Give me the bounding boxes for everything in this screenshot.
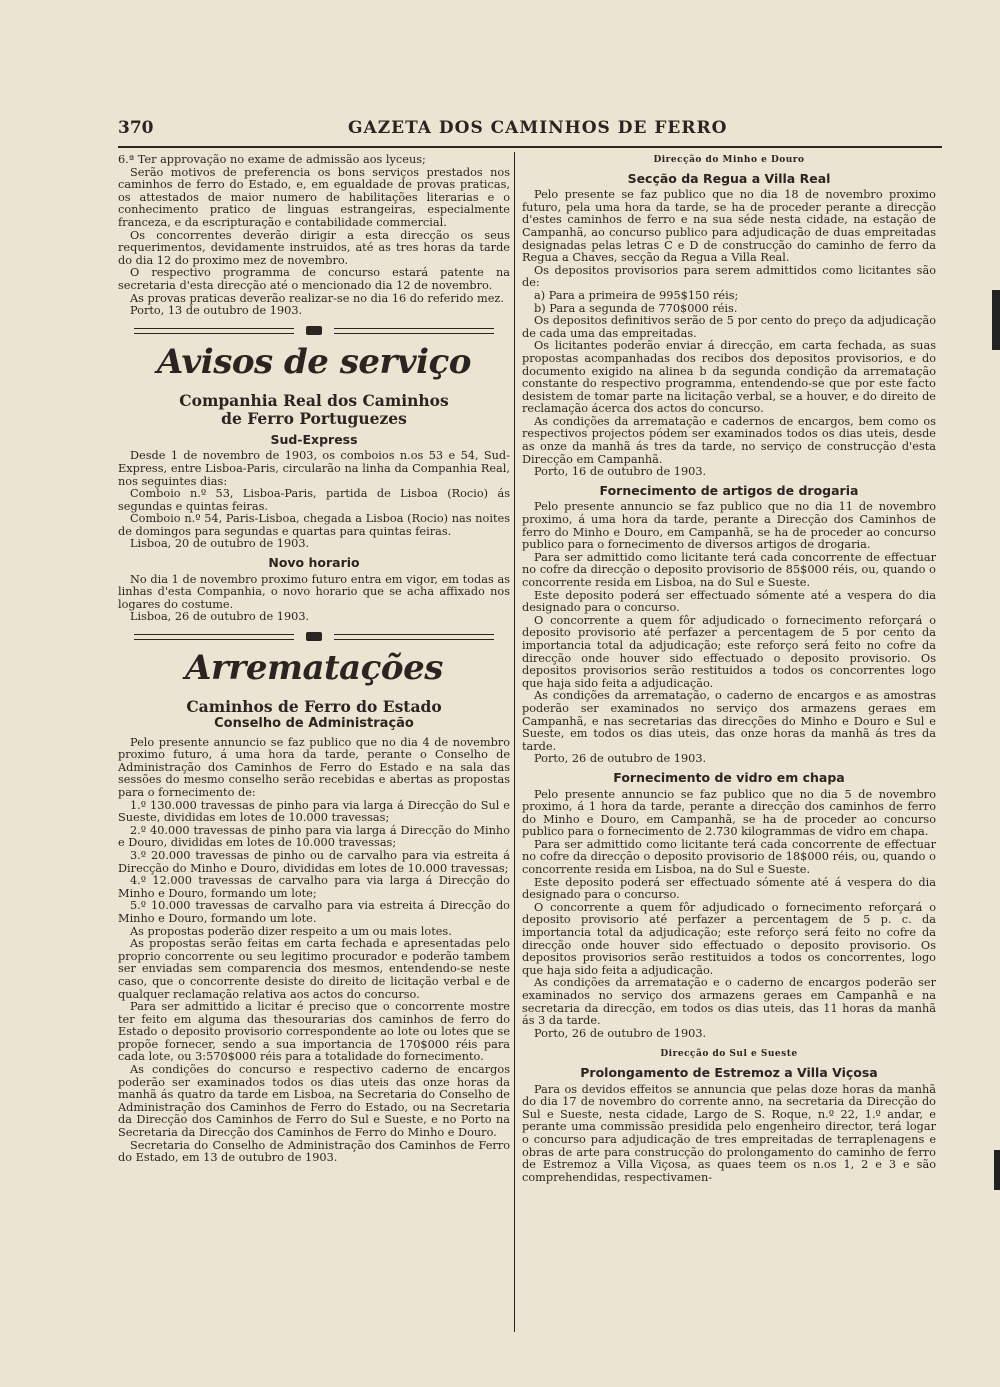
paragraph: Para ser admittido como licitante terá cada concorrente de effectuar no cofre da direcção o deposito provisorio de 18$000 réis, ou, quando o concorrente resida em Lisboa, na do Sul e Sueste.: [522, 837, 936, 877]
paragraph: Para os devidos effeitos se annuncia que pelas doze horas da manhã do dia 17 de novembro do corrente anno, na secretaria da Direcção do Sul e Sueste, nesta cidade, Largo de S. Roque, n.º 22, 1.º andar, e perante uma commissão presidida pelo engenheiro director, terá logar o concurso para adjudicação de tres empreitadas de terraplenagens e obras de arte para construcção do prolongamento do caminho de ferro de Estremoz a Villa Viçosa, as quaes teem os n.os 1, 2 e 3 e são comprehendidas, respectivamen-: [522, 1082, 936, 1184]
column-divider: [514, 152, 515, 1332]
paragraph: Para ser admittido como licitante terá cada concorrente de effectuar no cofre da direcção o deposito provisorio de 85$000 réis, ou, quando o concorrente resida em Lisboa, na do Sul e Sueste.: [522, 550, 936, 589]
list-item: 2.º 40.000 travessas de pinho para via larga á Direcção do Minho e Douro, divididas em lotes de 10.000 travessas;: [118, 823, 510, 850]
list-item: a) Para a primeira de 995$150 réis;: [534, 288, 739, 302]
conselho-title: Conselho de Administração: [214, 716, 414, 732]
paragraph: O concorrente a quem fôr adjudicado o fornecimento reforçará o deposito provisorio até perfazer a percentagem de 5 p. c. da importancia total da adjudicação; este reforço será feito no cofre da direcção onde houver sido effectuado o deposito provisorio. Os depositos provisorios serão restituidos a todos os concorrentes, logo que haja sido feita a adjudicação.: [522, 900, 936, 977]
list-item: b) Para a segunda de 770$000 réis.: [534, 301, 738, 315]
estado-title: Caminhos de Ferro do Estado: [186, 697, 442, 717]
paragraph: No dia 1 de novembro proximo futuro entra em vigor, em todas as linhas d'esta Companhia, o novo horario que se acha affixado nos logares do costume.: [118, 572, 510, 611]
signature-line: Porto, 26 de outubro de 1903.: [534, 1026, 707, 1040]
paragraph: As propostas serão feitas em carta fechada e apresentadas pelo proprio concorrente ou seu legitimo procurador e poderão tambem ser enviadas sem comparencia dos mesmos, entendendo-se neste caso, que o concorrente desiste do direito de licitação verbal e de qualquer reclamação relativa aos actos do concurso.: [118, 937, 510, 1001]
list-item: 5.º 10.000 travessas de carvalho para via estreita á Direcção do Minho e Douro, formando um lote.: [118, 899, 510, 925]
signature-line: Lisboa, 20 de outubro de 1903.: [130, 537, 310, 551]
paragraph: As propostas poderão dizer respeito a um ou mais lotes.: [130, 924, 452, 938]
paragraph: As condições do concurso e respectivo caderno de encargos poderão ser examinados todos os dias uteis das onze horas da manhã ás quatro da tarde em Lisboa, na Secretaria do Conselho de Administração dos Caminhos de Ferro do Estado, ou na Secretaria da Direcção dos Caminhos de Ferro do Sul e Sueste, e no Porto na Secretaria da Direcção dos Caminhos de Ferro do Minho e Douro.: [118, 1063, 510, 1140]
right-column: [522, 154, 936, 1184]
paragraph: Os depositos provisorios para serem admittidos como licitantes são de:: [522, 263, 936, 290]
paragraph: As condições da arrematação, o caderno de encargos e as amostras poderão ser examinados no serviço dos armazens geraes em Campanhã, e nas secretarias das direcções do Minho e Douro e Sul e Sueste, em todos os dias uteis, das onze horas da manhã ás tres da tarde.: [522, 689, 936, 753]
minho-douro-header: Direcção do Minho e Douro: [653, 155, 805, 165]
edge-mark: [992, 290, 1000, 350]
paragraph: O respectivo programma de concurso estará patente na secretaria d'esta direcção até o mencionado dia 12 de novembro.: [118, 266, 510, 292]
paragraph: Pelo presente se faz publico que no dia 18 de novembro proximo futuro, pela uma hora da tarde, se ha de proceder perante a direcção d'estes caminhos de ferro e na sua séde nesta cidade, na estação de Campanhã, ao concurso publico para adjudicação de duas empreitadas designadas pelas letras C e D de construcção do caminho de ferro da Regua a Chaves, secção da Regua a Villa Real.: [522, 188, 936, 265]
companhia-title-line-1: Companhia Real dos Caminhos: [179, 390, 449, 410]
paragraph: Pelo presente annuncio se faz publico que no dia 4 de novembro proximo futuro, á uma hora da tarde, perante o Conselho de Administração dos Caminhos de Ferro do Estado e na sala das sessões do mesmo conselho serão recebidas e abertas as propostas para o fornecimento de:: [118, 735, 510, 799]
avisos-heading: Avisos de serviço: [157, 341, 471, 382]
paragraph: Os depositos definitivos serão de 5 por cento do preço da adjudicação de cada uma das empreitadas.: [522, 314, 936, 340]
header-rule: [118, 146, 942, 148]
vidro-title: Fornecimento de vidro em chapa: [613, 769, 845, 785]
paragraph: Comboio n.º 54, Paris-Lisboa, chegada a Lisboa (Rocio) nas noites de domingos para segundas e quartas para quintas feiras.: [118, 512, 510, 538]
paragraph: As provas praticas deverão realizar-se no dia 16 do referido mez.: [130, 291, 504, 305]
page-header: [118, 116, 942, 142]
paragraph: Para ser admittido a licitar é preciso que o concorrente mostre ter feito em alguma das thesourarias dos caminhos de ferro do Estado o deposito provisorio correspondente ao lote ou lotes que se propõe fornecer, sendo a sua importancia de 170$000 réis para cada lote, ou 3:570$000 réis para a totalidade do fornecimento.: [118, 1000, 510, 1064]
edge-mark: [994, 1150, 1000, 1190]
sul-sueste-header: Direcção do Sul e Sueste: [660, 1049, 798, 1060]
drogaria-title: Fornecimento de artigos de drogaria: [599, 482, 859, 498]
left-column: [118, 154, 510, 1165]
paragraph: Comboio n.º 53, Lisboa-Paris, partida de Lisboa (Rocio) ás segundas e quintas feiras.: [118, 487, 510, 513]
signature-line: Porto, 16 de outubro de 1903.: [534, 465, 707, 479]
signature-line: Lisboa, 26 de outubro de 1903.: [130, 610, 310, 624]
companhia-title: [118, 392, 510, 428]
signature-line: Secretaria do Conselho de Administração dos Caminhos de Ferro do Estado, em 13 de outubro de 1903.: [118, 1138, 510, 1165]
paragraph: Desde 1 de novembro de 1903, os comboios n.os 53 e 54, Sud-Express, entre Lisboa-Paris, circularão na linha da Companhia Real, nos seguintes dias:: [118, 449, 510, 488]
paragraph: Serão motivos de preferencia os bons serviços prestados nos caminhos de ferro do Estado, e, em egualdade de provas praticas, os attestados de maior numero de habilitações literarias e o conhecimento pratico de linguas estrangeiras, especialmente franceza, e da escripturação e contabilidade commercial.: [118, 165, 510, 229]
novo-horario-title: Novo horario: [268, 555, 360, 571]
list-item: 3.º 20.000 travessas de pinho ou de carvalho para via estreita á Direcção do Minho e Douro, divididas em lotes de 10.000 travessas;: [118, 848, 510, 875]
sud-express-title: Sud-Express: [270, 431, 358, 447]
regua-title: Secção da Regua a Villa Real: [627, 170, 831, 186]
paragraph: Este deposito poderá ser effectuado sómente até a vespera do dia designado para o concurso.: [522, 588, 936, 615]
signature-line: Porto, 26 de outubro de 1903.: [534, 752, 707, 766]
paragraph: As condições da arrematação e cadernos de encargos, bem como os respectivos projectos pódem ser examinados todos os dias uteis, desde as onze da manhã ás tres da tarde, no serviço de construcção d'esta Direcção em Campanhã.: [522, 414, 936, 466]
paragraph: 6.ª Ter approvação no exame de admissão aos lyceus;: [118, 153, 426, 166]
page-number: 370: [118, 118, 154, 138]
estremoz-title: Prolongamento de Estremoz a Villa Viçosa: [580, 1064, 878, 1080]
gazette-title: GAZETA DOS CAMINHOS DE FERRO: [348, 118, 728, 138]
ornamental-divider: [134, 632, 494, 642]
paragraph: Os concorrentes deverão dirigir a esta direcção os seus requerimentos, devidamente instruidos, até as tres horas da tarde do dia 12 do proximo mez de novembro.: [118, 228, 510, 267]
paragraph: O concorrente a quem fôr adjudicado o fornecimento reforçará o deposito provisorio até perfazer a percentagem de 5 por cento da importancia total da adjudicação; este reforço será feito no cofre da direcção onde houver sido effectuado o deposito provisorio. Os depositos provisorios serão restituidos a todos os concorrentes logo que haja sido feita a adjudicação.: [522, 613, 936, 690]
list-item: 1.º 130.000 travessas de pinho para via larga á Direcção do Sul e Sueste, divididas em lotes de 10.000 travessas;: [118, 798, 510, 825]
paragraph: Os licitantes poderão enviar á direcção, em carta fechada, as suas propostas acompanhadas dos recibos dos depositos provisorios, e do documento exigido na alinea b da segunda condição da arrematação constante do respectivo programma, entendendo-se que por este facto desistem de tomar parte na licitação verbal, se a houver, e do direito de reclamação ácerca dos actos do concurso.: [522, 339, 936, 416]
arrematacoes-heading: Arrematações: [185, 648, 443, 689]
signature-line: Porto, 13 de outubro de 1903.: [130, 304, 303, 318]
paragraph: Este deposito poderá ser effectuado sómente até á vespera do dia designado para o concurso.: [522, 875, 936, 902]
paragraph: Pelo presente annuncio se faz publico que no dia 11 de novembro proximo, á uma hora da tarde, perante a Direcção dos Caminhos de ferro do Minho e Douro, em Campanhã, se ha de proceder ao concurso publico para o fornecimento de diversos artigos de drogaria.: [522, 500, 936, 552]
companhia-title-line-2: de Ferro Portuguezes: [221, 408, 407, 428]
list-item: 4.º 12.000 travessas de carvalho para via larga á Direcção do Minho e Douro, formando um lote;: [118, 874, 510, 900]
ornamental-divider: [134, 326, 494, 336]
paragraph: As condições da arrematação e o caderno de encargos poderão ser examinados no serviço dos armazens geraes em Campanhã e na secretaria da direcção, em todos os dias uteis, das 11 horas da manhã ás 3 da tarde.: [522, 976, 936, 1028]
intro-section: [118, 154, 510, 318]
paragraph: Pelo presente annuncio se faz publico que no dia 5 de novembro proximo, á 1 hora da tarde, perante a direcção dos caminhos de ferro do Minho e Douro, em Campanhã, se ha de proceder ao concurso publico para o fornecimento de 2.730 kilogrammas de vidro em chapa.: [522, 787, 936, 839]
